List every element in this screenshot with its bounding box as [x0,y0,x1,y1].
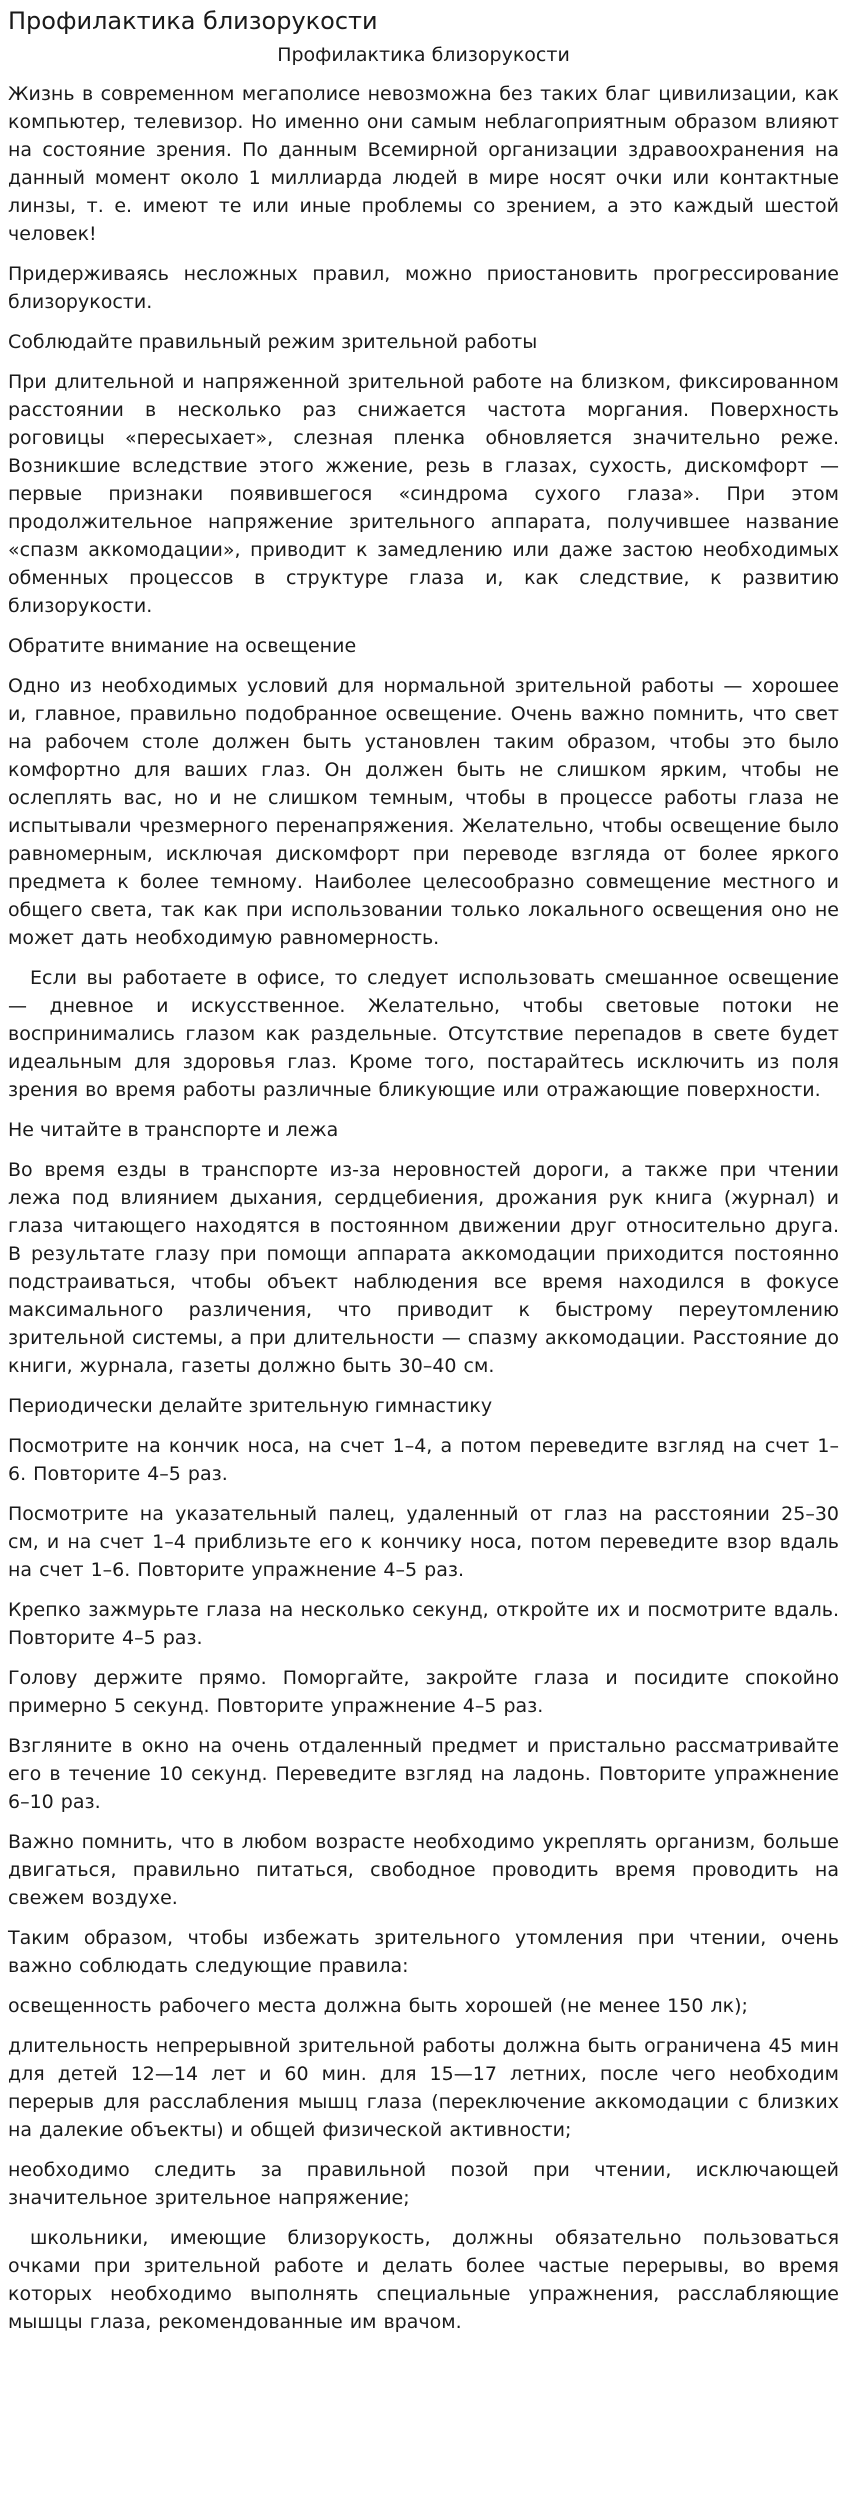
paragraph: школьники, имеющие близорукость, должны обязательно пользоваться очками при зрительной работе и делать более частые перерывы, во время которых необходимо выполнять специальные упражнения, расслабляющие мышцы глаза, рекомендованные им врачом. [8,2227,839,2333]
paragraph: Взгляните в окно на очень отдаленный предмет и пристально рассматривайте его в течение 10 секунд. Переведите взгляд на ладонь. Повторите упражнение 6–10 раз. [8,1735,839,1813]
section-heading: Обратите внимание на освещение [8,635,357,657]
paragraph: необходимо следить за правильной позой при чтении, исключающей значительное зрительное напряжение; [8,2159,839,2209]
paragraph: Голову держите прямо. Поморгайте, закройте глаза и посидите спокойно примерно 5 секунд. Повторите упражнение 4–5 раз. [8,1667,839,1717]
paragraph: длительность непрерывной зрительной работы должна быть ограничена 45 мин для детей 12—14 лет и 60 мин. для 15—17 летних, после чего необходим перерыв для расслабления мышц глаза (переключение аккомодации с близких на далекие объекты) и общей физической активности; [8,2035,839,2141]
paragraph: Если вы работаете в офисе, то следует использовать смешанное освещение — дневное и искусственное. Желательно, чтобы световые потоки не воспринимались глазом как раздельные. Отсутствие перепадов в свете будет идеальным для здоровья глаз. Кроме того, постарайтесь исключить из поля зрения во время работы различные бликующие или отражающие поверхности. [8,967,839,1101]
section-heading: Соблюдайте правильный режим зрительной работы [8,331,538,353]
section-heading: Не читайте в транспорте и лежа [8,1119,339,1141]
article-page [0,6,847,2336]
paragraph: Посмотрите на указательный палец, удаленный от глаз на расстоянии 25–30 см, и на счет 1–4 приблизьте его к кончику носа, потом переведите взор вдаль на счет 1–6. Повторите упражнение 4–5 раз. [8,1503,839,1581]
section-heading: Периодически делайте зрительную гимнастику [8,1395,493,1417]
paragraph: Посмотрите на кончик носа, на счет 1–4, а потом переведите взгляд на счет 1–6. Повторите 4–5 раз. [8,1435,839,1485]
paragraph: Таким образом, чтобы избежать зрительного утомления при чтении, очень важно соблюдать следующие правила: [8,1927,839,1977]
paragraph: освещенность рабочего места должна быть хорошей (не менее 150 лк); [8,1995,748,2017]
page-title: Профилактика близорукости [8,7,378,35]
paragraph: Важно помнить, что в любом возрасте необходимо укреплять организм, больше двигаться, правильно питаться, свободное проводить время проводить на свежем воздухе. [8,1831,839,1909]
paragraph: Крепко зажмурьте глаза на несколько секунд, откройте их и посмотрите вдаль. Повторите 4–5 раз. [8,1599,839,1649]
paragraph: При длительной и напряженной зрительной работе на близком, фиксированном расстоянии в несколько раз снижается частота моргания. Поверхность роговицы «пересыхает», слезная пленка обновляется значительно реже. Возникшие вследствие этого жжение, резь в глазах, сухость, дискомфорт — первые признаки появившегося «синдрома сухого глаза». При этом продолжительное напряжение зрительного аппарата, получившее название «спазм аккомодации», приводит к замедлению или даже застою необходимых обменных процессов в структуре глаза и, как следствие, к развитию близорукости. [8,371,839,617]
document-heading: Профилактика близорукости [277,44,570,66]
paragraph: Одно из необходимых условий для нормальной зрительной работы — хорошее и, главное, правильно подобранное освещение. Очень важно помнить, что свет на рабочем столе должен быть установлен таким образом, чтобы это было комфортно для ваших глаз. Он должен быть не слишком ярким, чтобы не ослеплять вас, но и не слишком темным, чтобы в процессе работы глаза не испытывали чрезмерного перенапряжения. Желательно, чтобы освещение было равномерным, исключая дискомфорт при переводе взгляда от более яркого предмета к более темному. Наиболее целесообразно совмещение местного и общего света, так как при использовании только локального освещения оно не может дать необходимую равномерность. [8,675,839,949]
paragraph: Придерживаясь несложных правил, можно приостановить прогрессирование близорукости. [8,263,839,313]
article-body [8,80,839,2336]
paragraph: Во время езды в транспорте из-за неровностей дороги, а также при чтении лежа под влиянием дыхания, сердцебиения, дрожания рук книга (журнал) и глаза читающего находятся в постоянном движении друг относительно друга. В результате глазу при помощи аппарата аккомодации приходится постоянно подстраиваться, чтобы объект наблюдения все время находился в фокусе максимального различения, что приводит к быстрому переутомлению зрительной системы, а при длительности — спазму аккомодации. Расстояние до книги, журнала, газеты должно быть 30–40 см. [8,1159,840,1377]
paragraph: Жизнь в современном мегаполисе невозможна без таких благ цивилизации, как компьютер, телевизор. Но именно они самым неблагоприятным образом влияют на состояние зрения. По данным Всемирной организации здравоохранения на данный момент около 1 миллиарда людей в мире носят очки или контактные линзы, т. е. имеют те или иные проблемы со зрением, а это каждый шестой человек! [8,83,839,245]
